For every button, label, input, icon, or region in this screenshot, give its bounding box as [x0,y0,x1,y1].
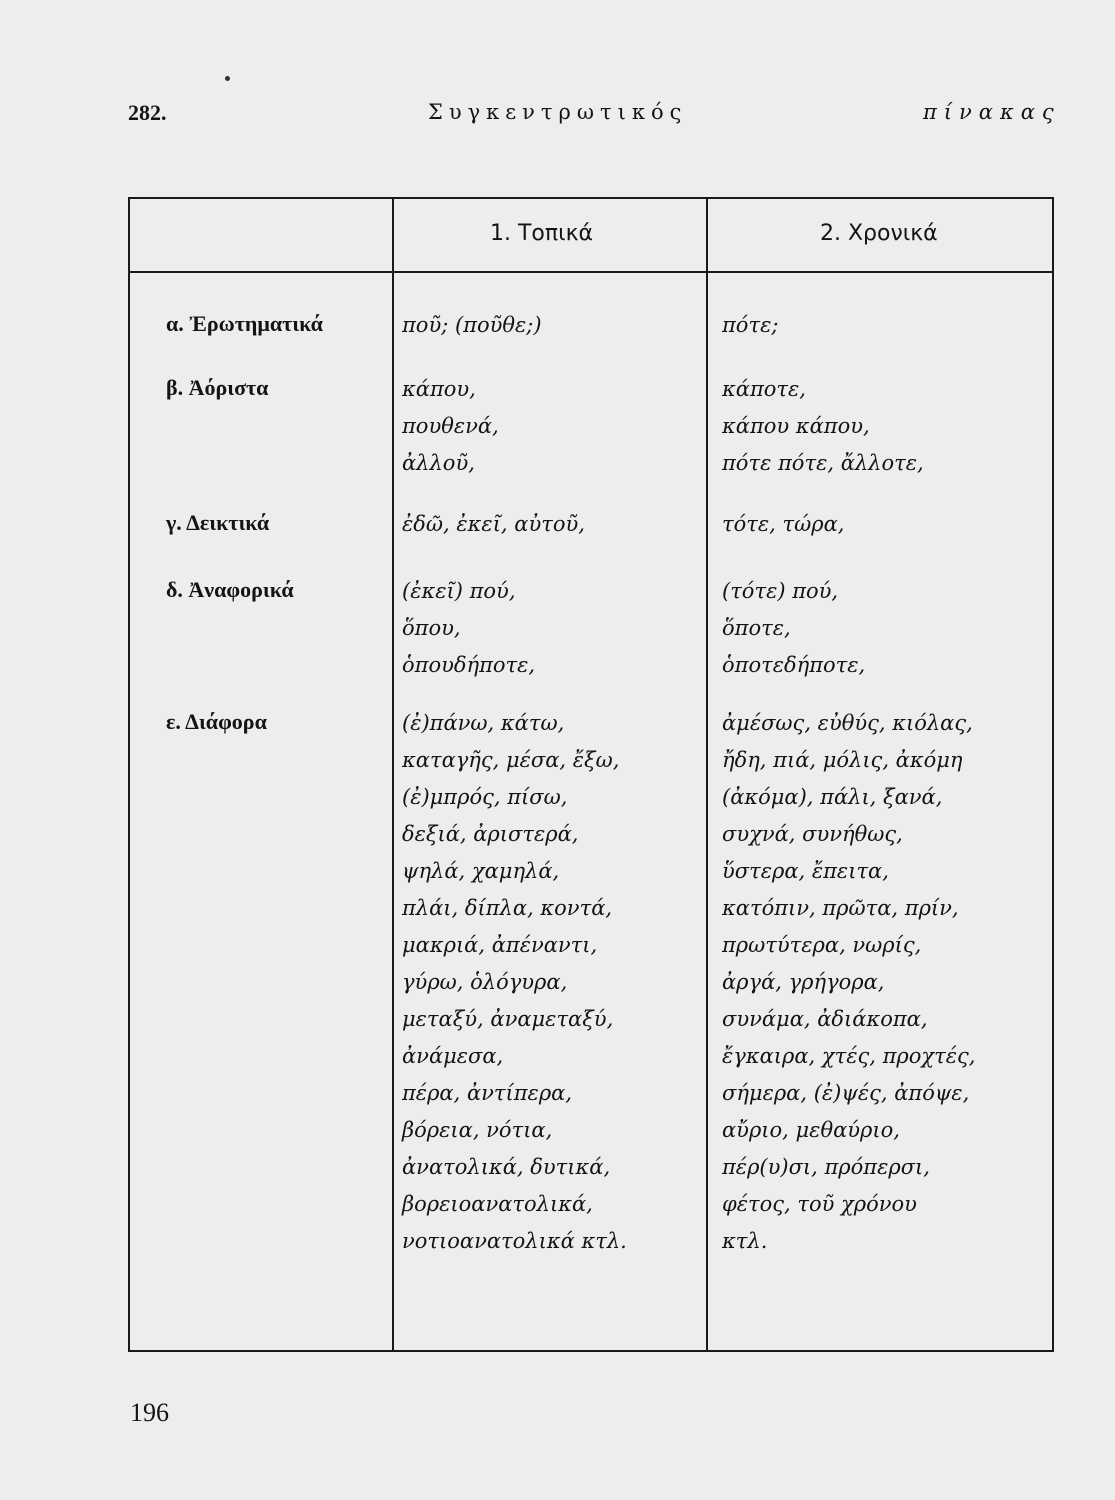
cell-line: βορειοανατολικά, [402,1192,593,1216]
row-category: δ. Ἀναφορικά [166,577,294,602]
cell-line: (ἐ)μπρός, πίσω, [402,785,568,809]
cell-line: πλάι, δίπλα, κοντά, [402,896,613,920]
cell-line: τότε, τώρα, [722,512,845,536]
cell-line: αὔριο, μεθαύριο, [722,1118,900,1142]
cell-line: καταγῆς, μέσα, ἔξω, [402,748,620,772]
cell-line: νοτιοανατολικά κτλ. [402,1229,627,1253]
cell-line: πρωτύτερα, νωρίς, [722,933,922,957]
cell-line: πουθενά, [402,414,499,438]
temporal-cell [722,307,778,344]
header-rule [130,271,1052,273]
cell-line: κάποτε, [722,377,806,401]
cell-line: ὅποτε, [722,616,791,640]
locative-cell [402,705,627,1260]
cell-line: ποῦ; (ποῦθε;) [402,313,542,337]
row-category: γ. Δεικτικά [166,510,270,535]
page-header [128,100,1088,132]
cell-line: ὕστερα, ἔπειτα, [722,859,889,883]
cell-line: ἔγκαιρα, χτές, προχτές, [722,1044,976,1068]
locative-cell [402,371,499,482]
print-speck [225,76,230,81]
column-header-temporal: 2. Χρονικά [820,221,938,246]
row-category: α. Ἐρωτηματικά [166,311,323,336]
cell-line: σήμερα, (ἐ)ψές, ἀπόψε, [722,1081,970,1105]
locative-cell [402,573,535,684]
cell-line: ἐδῶ, ἐκεῖ, αὐτοῦ, [402,512,585,536]
temporal-cell [722,506,844,543]
column-divider [706,199,708,1350]
temporal-cell [722,371,924,482]
column-divider [392,199,394,1350]
cell-line: ἀργά, γρήγορα, [722,970,885,994]
header-title: Συγκεντρωτικός [428,100,688,124]
cell-line: ἀνατολικά, δυτικά, [402,1155,611,1179]
cell-line: γύρω, ὁλόγυρα, [402,970,568,994]
cell-line: μακριά, ἀπέναντι, [402,933,598,957]
cell-line: πότε; [722,313,779,337]
cell-line: κάπου, [402,377,476,401]
cell-line: μεταξύ, ἀναμεταξύ, [402,1007,614,1031]
cell-line: πέρα, ἀντίπερα, [402,1081,573,1105]
cell-line: ὁπουδήποτε, [402,653,536,677]
cell-line: ἀλλοῦ, [402,451,475,475]
temporal-cell [722,573,865,684]
cell-line: ἀμέσως, εὐθύς, κιόλας, [722,711,973,735]
cell-line: (ἀκόμα), πάλι, ξανά, [722,785,943,809]
cell-line: πότε πότε, ἄλλοτε, [722,451,924,475]
cell-line: (ἐκεῖ) πού, [402,579,516,603]
temporal-cell [722,705,975,1260]
cell-line: συνάμα, ἀδιάκοπα, [722,1007,928,1031]
cell-line: ὅπου, [402,616,461,640]
adverbs-table [128,197,1054,1352]
column-header-locative: 1. Τοπικά [490,221,594,246]
cell-line: φέτος, τοῦ χρόνου [722,1192,917,1216]
locative-cell [402,506,585,543]
cell-line: κάπου κάπου, [722,414,870,438]
cell-line: ἀνάμεσα, [402,1044,504,1068]
cell-line: (τότε) πού, [722,579,839,603]
cell-line: ψηλά, χαμηλά, [402,859,560,883]
cell-line: δεξιά, ἀριστερά, [402,822,579,846]
cell-line: ὁποτεδήποτε, [722,653,866,677]
row-category: β. Ἀόριστα [166,375,269,400]
cell-line: (ἐ)πάνω, κάτω, [402,711,565,735]
cell-line: κτλ. [722,1229,768,1253]
cell-line: πέρ(υ)σι, πρόπερσι, [722,1155,930,1179]
locative-cell [402,307,542,344]
cell-line: κατόπιν, πρῶτα, πρίν, [722,896,959,920]
cell-line: βόρεια, νότια, [402,1118,553,1142]
row-category: ε. Διάφορα [166,709,267,734]
cell-line: συχνά, συνήθως, [722,822,903,846]
header-title-continued: πίνακας [923,100,1061,124]
section-number: 282. [128,100,167,125]
page-footer-number: 196 [130,1398,169,1427]
cell-line: ἤδη, πιά, μόλις, ἀκόμη [722,748,963,772]
